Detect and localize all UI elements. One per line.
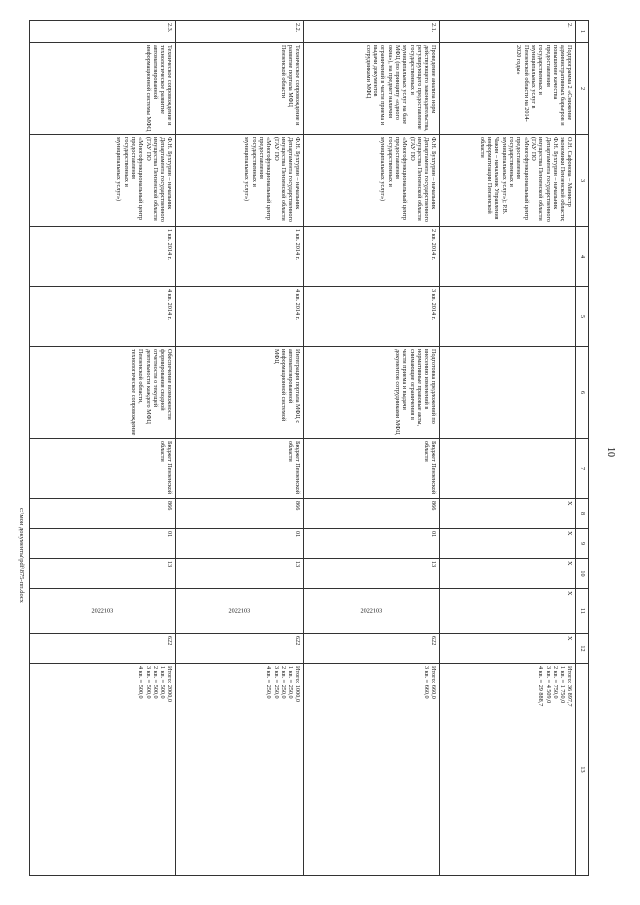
col-header-7: 7	[576, 439, 589, 499]
col-header-3: 3	[576, 135, 589, 227]
cell-rz: 01	[176, 529, 304, 559]
cell-num: 2.	[440, 21, 576, 43]
cell-vr: 622	[30, 634, 176, 664]
cell-finance: Итого: 1000,0 1 кв. = 250,0 2 кв. = 250,0 3 кв. = 250,0 4 кв. = 250,0	[176, 664, 304, 876]
cell-csr: Х	[440, 589, 576, 634]
table-row-2-2	[176, 21, 304, 876]
cell-csr	[304, 589, 440, 634]
cell-start	[440, 227, 576, 287]
cell-source: Бюджет Пензенской области	[30, 439, 176, 499]
cell-csr-text: 2022103	[92, 607, 114, 615]
program-activities-table	[29, 20, 589, 876]
cell-grbs: Х	[440, 499, 576, 529]
table-row-subprogram-2	[440, 21, 576, 876]
cell-responsible: Ф.Н. Бухтурин – начальник Департамента государственного имущества Пензенской области (ГАУ ПО «Многофункциональный центр предоставления государственных и муниципальных услуг»)	[30, 135, 176, 227]
cell-end: 4 кв. 2014 г.	[30, 287, 176, 347]
cell-pr: 13	[304, 559, 440, 589]
cell-responsible: Ф.Н. Бухтурин – начальник Департамента государственного имущества Пензенской области (ГАУ ПО «Многофункциональный центр предоставления государственных и муниципальных услуг»)	[176, 135, 304, 227]
cell-end	[440, 287, 576, 347]
cell-responsible: Ф.Н. Бухтурин – начальник Департамента государственного имущества Пензенской области (ГАУ ПО «Многофункциональный центр предоставления государственных и муниципальных услуг»)	[304, 135, 440, 227]
header-row	[576, 21, 589, 876]
page-number: 10	[605, 447, 616, 457]
cell-start: 1 кв. 2014 г.	[176, 227, 304, 287]
col-header-1: 1	[576, 21, 589, 43]
cell-grbs: 866	[304, 499, 440, 529]
cell-rz: Х	[440, 529, 576, 559]
col-header-2: 2	[576, 43, 589, 135]
cell-result	[440, 347, 576, 439]
cell-result: Интеграция портала МФЦ с автоматизированной информационной системой МФЦ	[176, 347, 304, 439]
cell-finance: Итого: 36 897,7 1 кв. = 1 750,0 2 кв. = 750,0 3 кв. = 4 509,0 4 кв. = 29 888,7	[440, 664, 576, 876]
cell-pr: Х	[440, 559, 576, 589]
cell-vr: 622	[304, 634, 440, 664]
cell-finance: Итого: 2000,0 1 кв. = 500,0 2 кв. = 500,0 3 кв. = 500,0 4 кв. = 500,0	[30, 664, 176, 876]
cell-csr	[30, 589, 176, 634]
col-header-13: 13	[576, 664, 589, 876]
col-header-6: 6	[576, 347, 589, 439]
cell-source: Бюджет Пензенской области	[176, 439, 304, 499]
cell-num: 2.2.	[176, 21, 304, 43]
cell-csr	[176, 589, 304, 634]
cell-vr: Х	[440, 634, 576, 664]
col-header-9: 9	[576, 529, 589, 559]
cell-grbs: 866	[176, 499, 304, 529]
cell-name: Подпрограмма 2 «Снижение административных барьеров и повышение качества предоставления государственных и муниципальных услуг в Пензенской области на 2014-2020 годы»	[440, 43, 576, 135]
table-row-2-1	[304, 21, 440, 876]
cell-finance: Итого: 660,0 3 кв. = 660,0	[304, 664, 440, 876]
cell-name: Техническое сопровождение и технологическое развитие автоматизированной информационной системы МФЦ	[30, 43, 176, 135]
cell-result: Подготовка предложений по внесению изменений в нормативные правовые акты, снимающие ограничения в части приема и выдачи документов сотрудниками МФЦ	[304, 347, 440, 439]
col-header-10: 10	[576, 559, 589, 589]
cell-source	[440, 439, 576, 499]
cell-start: 2 кв. 2014 г.	[304, 227, 440, 287]
cell-name: Проведение анализа норм действующего законодательства, регулирующего предоставление государственных и муниципальных услуг на базе МФЦ (по принципу «одного окна»), на предмет наличия ограничений в части приема и выдачи документов сотрудниками МФЦ	[304, 43, 440, 135]
cell-rz: 01	[30, 529, 176, 559]
col-header-4: 4	[576, 227, 589, 287]
cell-csr-text: 2022103	[229, 607, 251, 615]
cell-num: 2.3.	[30, 21, 176, 43]
cell-responsible: О.Н. Сафонова – Министр экономики Пензенской области; Ф.Н. Бухтурин – начальник Департамента государственного имущества Пензенской области (ГАУ ПО «Многофункциональный центр предоставления государственных и муниципальных услуг»); Р.В. Чакин – начальник Управления информатизации Пензенской области	[440, 135, 576, 227]
cell-pr: 13	[30, 559, 176, 589]
col-header-8: 8	[576, 499, 589, 529]
cell-csr-text: 2022103	[361, 607, 383, 615]
cell-source: Бюджет Пензенской области	[304, 439, 440, 499]
cell-vr: 622	[176, 634, 304, 664]
col-header-11: 11	[576, 589, 589, 634]
cell-name: Техническое сопровождение и развитие портала МФЦ Пензенской области	[176, 43, 304, 135]
table-row-2-3	[30, 21, 176, 876]
cell-end: 3 кв. 2014 г.	[304, 287, 440, 347]
cell-num: 2.1.	[304, 21, 440, 43]
cell-rz: 01	[304, 529, 440, 559]
cell-end: 4 кв. 2014 г.	[176, 287, 304, 347]
footer-file-path: c:\мои документы\pdf\875-пп.docx	[18, 508, 25, 603]
col-header-12: 12	[576, 634, 589, 664]
cell-result: Обеспечение возможности формирования сводной отчетности о текущей деятельности каждого МФЦ Пензенской области, технологическое сопровождение	[30, 347, 176, 439]
col-header-5: 5	[576, 287, 589, 347]
cell-start: 1 кв. 2014 г.	[30, 227, 176, 287]
cell-pr: 13	[176, 559, 304, 589]
program-activities-table-wrapper	[33, 20, 589, 875]
cell-grbs: 866	[30, 499, 176, 529]
